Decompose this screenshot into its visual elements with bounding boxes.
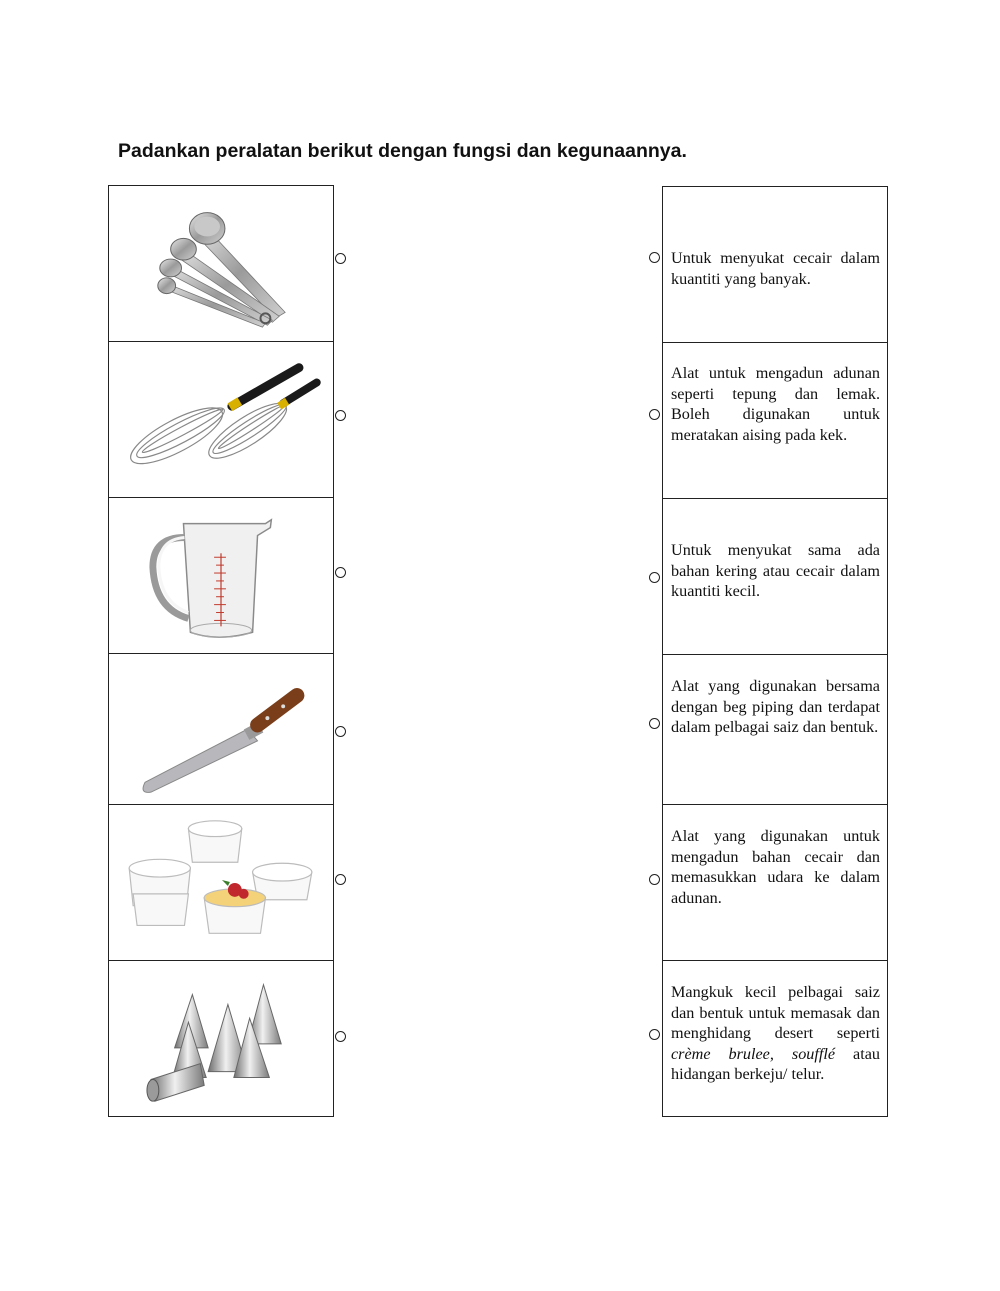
description-card-4 xyxy=(662,654,888,805)
description-match-dot-2[interactable] xyxy=(649,409,660,420)
description-card-2 xyxy=(662,342,888,499)
description-text-6-end: atau hidangan berkeju/ telur. xyxy=(671,1044,880,1083)
tool-card-measuring-spoons xyxy=(108,185,334,342)
description-match-dot-4[interactable] xyxy=(649,718,660,729)
tool-match-dot-4[interactable] xyxy=(335,726,346,737)
tool-card-measuring-jug xyxy=(108,497,334,654)
description-match-dot-3[interactable] xyxy=(649,572,660,583)
description-card-5 xyxy=(662,804,888,961)
tool-card-balloon-whisks xyxy=(108,341,334,498)
page-title: Padankan peralatan berikut dengan fungsi dan kegunaannya. xyxy=(118,140,687,162)
description-text-3: Untuk menyukat sama ada bahan kering atau cecair dalam kuantiti kecil. xyxy=(671,541,880,600)
description-text-1: Untuk menyukat cecair dalam kuantiti yang banyak. xyxy=(671,249,880,288)
measuring-spoons-icon xyxy=(109,186,333,341)
tool-card-piping-nozzles xyxy=(108,960,334,1117)
description-text-4: Alat yang digunakan bersama dengan beg piping dan terdapat dalam pelbagai saiz dan bentuk. xyxy=(671,677,880,736)
description-text-6 xyxy=(671,982,880,1085)
description-card-3 xyxy=(662,498,888,655)
whisk-icon xyxy=(109,342,333,497)
description-match-dot-5[interactable] xyxy=(649,874,660,885)
description-match-dot-1[interactable] xyxy=(649,252,660,263)
measuring-jug-icon xyxy=(109,498,333,653)
tool-card-ramekins xyxy=(108,804,334,961)
description-text-6-dishes: crème brulee, soufflé xyxy=(671,1044,836,1063)
description-text-5: Alat yang digunakan untuk mengadun bahan cecair dan memasukkan udara ke dalam adunan. xyxy=(671,827,880,907)
tool-match-dot-6[interactable] xyxy=(335,1031,346,1042)
tool-match-dot-3[interactable] xyxy=(335,567,346,578)
description-text-6-start: Mangkuk kecil pelbagai saiz dan bentuk untuk memasak dan menghidang desert seperti xyxy=(671,983,880,1042)
palette-knife-icon xyxy=(109,654,333,804)
description-card-1 xyxy=(662,186,888,343)
tool-match-dot-1[interactable] xyxy=(335,253,346,264)
description-match-dot-6[interactable] xyxy=(649,1029,660,1040)
description-card-6 xyxy=(662,960,888,1117)
description-text-2: Alat untuk mengadun adunan seperti tepung dan lemak. Boleh digunakan untuk meratakan aising pada kek. xyxy=(671,364,880,444)
tool-match-dot-5[interactable] xyxy=(335,874,346,885)
tool-match-dot-2[interactable] xyxy=(335,410,346,421)
ramekin-icon xyxy=(109,805,333,960)
tool-card-palette-knife xyxy=(108,653,334,805)
piping-nozzle-icon xyxy=(109,961,333,1116)
